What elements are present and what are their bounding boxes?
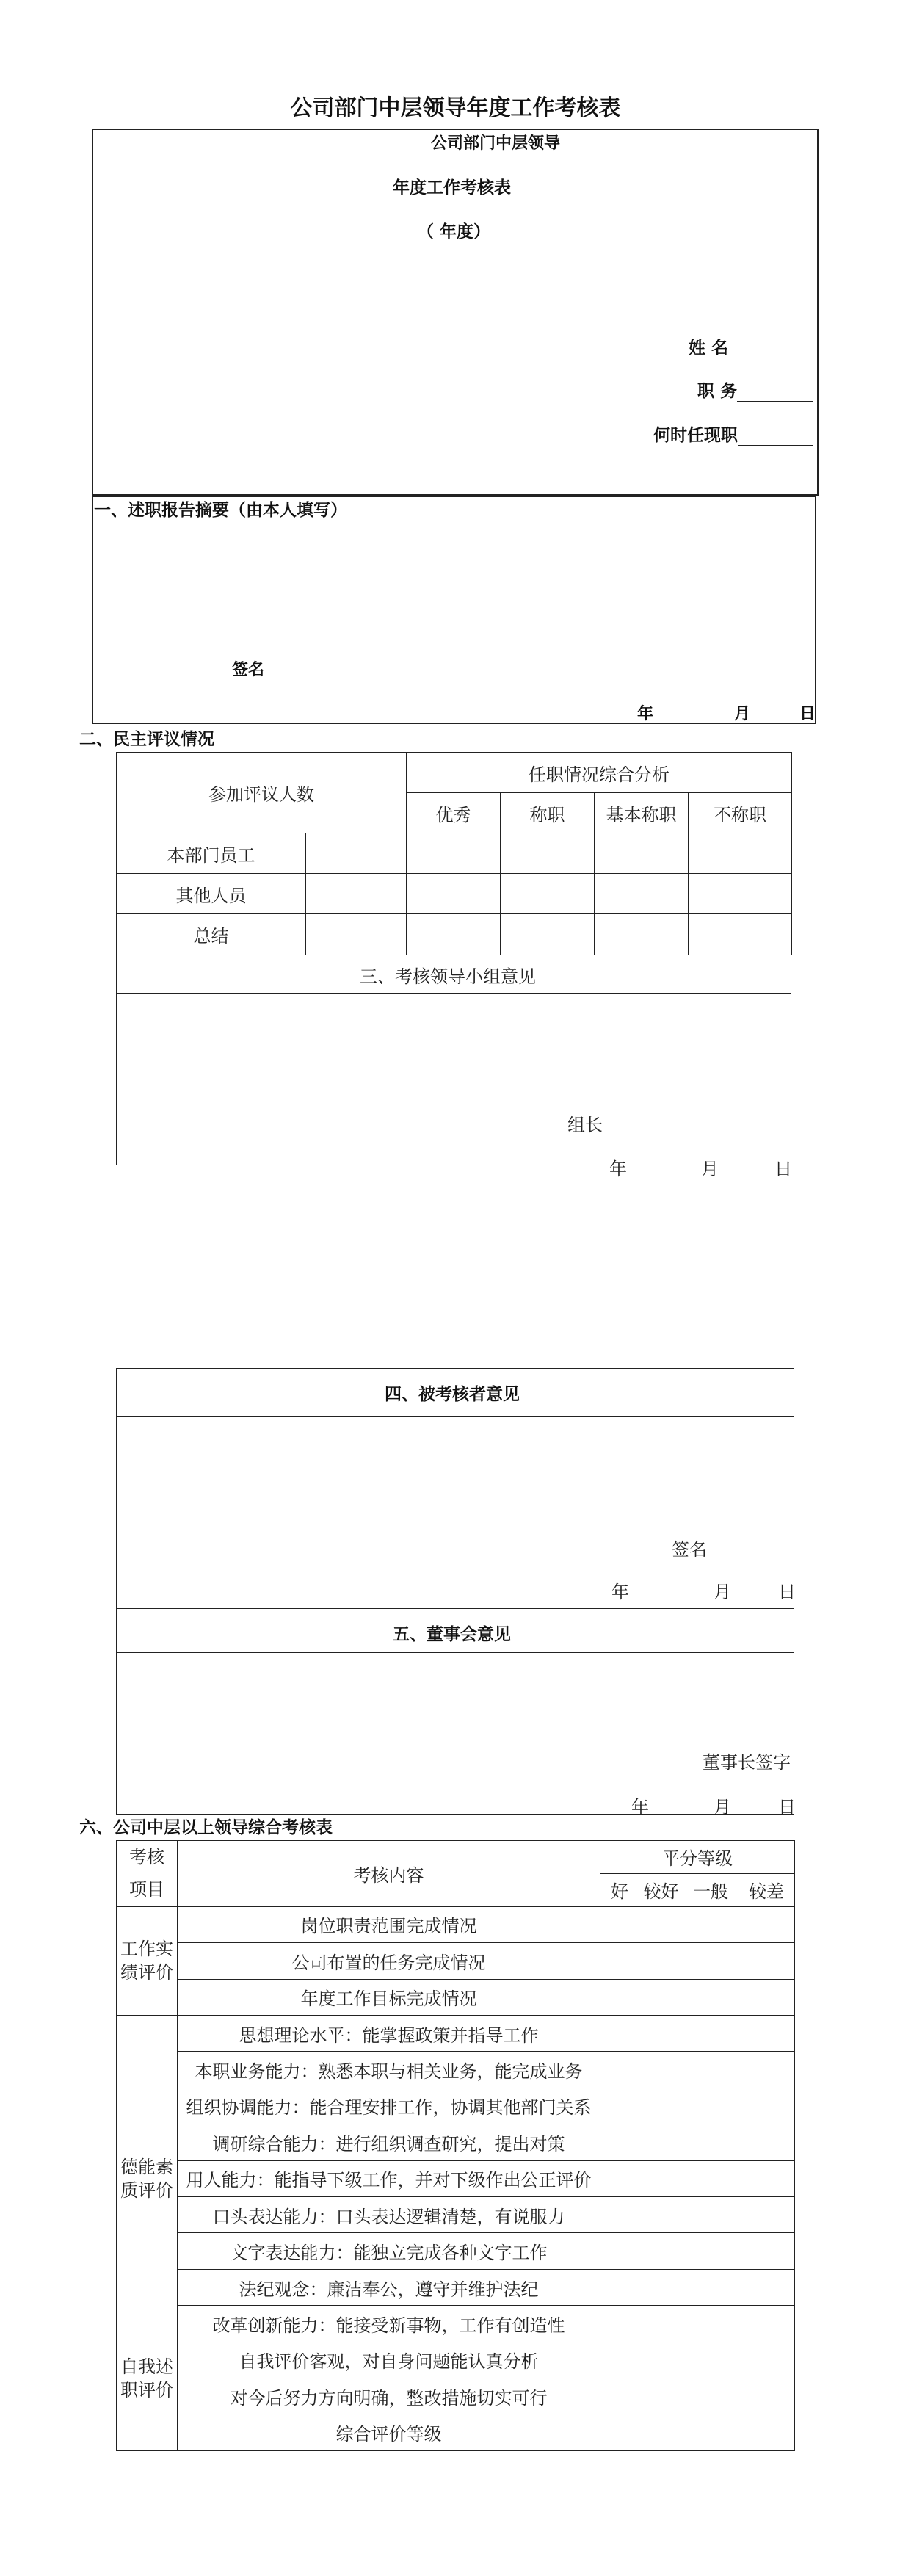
evaluation-table — [116, 752, 792, 955]
empty-cell — [117, 2414, 178, 2451]
score-cell[interactable] — [738, 1979, 795, 2015]
grade-header: 平分等级 — [600, 1841, 795, 1874]
section3-year: 年 — [609, 1159, 627, 1179]
section4-heading: 四、被考核者意见 — [385, 1384, 520, 1404]
cover-header: 公司部门中层领导 — [327, 131, 560, 153]
score-cell[interactable] — [600, 1906, 639, 1942]
score-cell[interactable] — [738, 2088, 795, 2124]
score-cell[interactable] — [683, 1906, 738, 1942]
input-cell[interactable] — [595, 914, 689, 955]
score-cell[interactable] — [600, 2052, 639, 2088]
section5-month: 月 — [714, 1797, 731, 1817]
score-cell[interactable] — [738, 1906, 795, 1942]
input-cell[interactable] — [306, 914, 407, 955]
input-cell[interactable] — [595, 874, 689, 914]
section3-day: 日 — [774, 1159, 792, 1179]
group-work-performance: 工作实绩评价 — [117, 1906, 178, 2015]
assessment-item: 年度工作目标完成情况 — [178, 1979, 600, 2015]
group-moral-ability: 德能素质评价 — [117, 2015, 178, 2342]
position-field: 职 务 — [697, 377, 813, 402]
grade-fairly-good: 较好 — [639, 1873, 683, 1906]
cover-year: （ 年度） — [417, 222, 491, 242]
score-cell[interactable] — [683, 2088, 738, 2124]
grade-basic: 基本称职 — [595, 793, 689, 833]
summary-box — [92, 496, 816, 724]
score-cell[interactable] — [639, 2124, 683, 2160]
grade-excellent: 优秀 — [407, 793, 501, 833]
participants-header: 参加评议人数 — [117, 753, 407, 833]
doc-title: 公司部门中层领导年度工作考核表 — [290, 95, 621, 121]
section3-leader: 组长 — [567, 1115, 603, 1135]
score-cell[interactable] — [738, 2015, 795, 2051]
section1-day: 日 — [799, 704, 816, 723]
input-cell[interactable] — [407, 874, 501, 914]
section1-year: 年 — [637, 704, 654, 723]
score-cell[interactable] — [600, 2088, 639, 2124]
input-cell[interactable] — [689, 874, 792, 914]
input-cell[interactable] — [407, 914, 501, 955]
section1-month: 月 — [734, 704, 751, 723]
score-cell[interactable] — [738, 2197, 795, 2233]
assessment-item: 自我评价客观，对自身问题能认真分析 — [178, 2342, 600, 2378]
row-label: 本部门员工 — [117, 833, 306, 874]
group-self-report: 自我述职评价 — [117, 2342, 178, 2414]
score-cell[interactable] — [600, 2342, 639, 2378]
section4-divider — [116, 1416, 794, 1417]
score-cell[interactable] — [738, 2160, 795, 2196]
score-cell[interactable] — [738, 2342, 795, 2378]
score-cell[interactable] — [738, 2052, 795, 2088]
input-cell[interactable] — [689, 833, 792, 874]
score-cell[interactable] — [683, 2233, 738, 2269]
cover-title: 年度工作考核表 — [393, 178, 511, 198]
input-cell[interactable] — [689, 914, 792, 955]
score-cell[interactable] — [738, 2306, 795, 2342]
input-cell[interactable] — [501, 874, 595, 914]
section1-sign: 签名 — [232, 660, 265, 679]
analysis-header: 任职情况综合分析 — [407, 753, 792, 793]
section5-heading: 五、董事会意见 — [393, 1624, 511, 1644]
assessment-item: 法纪观念：廉洁奉公，遵守并维护法纪 — [178, 2269, 600, 2305]
section2-heading: 二、民主评议情况 — [79, 729, 214, 749]
assessment-item: 文字表达能力：能独立完成各种文字工作 — [178, 2233, 600, 2269]
score-cell[interactable] — [683, 2197, 738, 2233]
grade-poor: 较差 — [738, 1873, 795, 1906]
score-cell[interactable] — [738, 2233, 795, 2269]
score-cell[interactable] — [639, 2414, 683, 2451]
score-cell[interactable] — [600, 2197, 639, 2233]
score-cell[interactable] — [683, 2160, 738, 2196]
section4-month: 月 — [714, 1582, 731, 1602]
score-cell[interactable] — [738, 2124, 795, 2160]
score-cell[interactable] — [600, 2160, 639, 2196]
score-cell[interactable] — [600, 2378, 639, 2414]
assessment-item: 岗位职责范围完成情况 — [178, 1906, 600, 1942]
input-cell[interactable] — [501, 833, 595, 874]
section3-heading: 三、考核领导小组意见 — [360, 966, 536, 987]
grade-incompetent: 不称职 — [689, 793, 792, 833]
score-cell[interactable] — [639, 2306, 683, 2342]
assessment-item: 改革创新能力：能接受新事物，工作有创造性 — [178, 2306, 600, 2342]
tenure-input[interactable] — [738, 445, 813, 446]
score-cell[interactable] — [639, 1906, 683, 1942]
assessment-item: 对今后努力方向明确，整改措施切实可行 — [178, 2378, 600, 2414]
score-cell[interactable] — [639, 2269, 683, 2305]
content-header: 考核内容 — [178, 1841, 600, 1907]
grade-good: 好 — [600, 1873, 639, 1906]
score-cell[interactable] — [639, 2052, 683, 2088]
section4-year: 年 — [611, 1582, 629, 1602]
score-cell[interactable] — [738, 2414, 795, 2451]
score-cell[interactable] — [683, 2342, 738, 2378]
section3-date-clip — [116, 1146, 792, 1179]
score-cell[interactable] — [639, 2160, 683, 2196]
input-cell[interactable] — [595, 833, 689, 874]
score-cell[interactable] — [738, 2378, 795, 2414]
assessment-item: 思想理论水平：能掌握政策并指导工作 — [178, 2015, 600, 2051]
score-cell[interactable] — [639, 2015, 683, 2051]
input-cell[interactable] — [501, 914, 595, 955]
score-cell[interactable] — [683, 2124, 738, 2160]
score-cell[interactable] — [600, 2124, 639, 2160]
grade-average: 一般 — [683, 1873, 738, 1906]
score-cell[interactable] — [639, 2342, 683, 2378]
score-cell[interactable] — [683, 2269, 738, 2305]
input-cell[interactable] — [306, 833, 407, 874]
score-cell[interactable] — [639, 2378, 683, 2414]
score-cell[interactable] — [683, 2052, 738, 2088]
name-field: 姓 名 — [689, 334, 813, 358]
assessment-item: 组织协调能力：能合理安排工作，协调其他部门关系 — [178, 2088, 600, 2124]
grade-competent: 称职 — [501, 793, 595, 833]
section3-month: 月 — [701, 1159, 719, 1179]
score-cell[interactable] — [683, 2306, 738, 2342]
assessment-item: 本职业务能力：熟悉本职与相关业务，能完成业务 — [178, 2052, 600, 2088]
input-cell[interactable] — [306, 874, 407, 914]
score-cell[interactable] — [639, 2197, 683, 2233]
score-cell[interactable] — [683, 2015, 738, 2051]
score-cell[interactable] — [639, 1943, 683, 1979]
score-cell[interactable] — [738, 2269, 795, 2305]
score-cell[interactable] — [639, 2088, 683, 2124]
section4-sign: 签名 — [672, 1539, 707, 1560]
input-cell[interactable] — [407, 833, 501, 874]
score-cell[interactable] — [600, 2233, 639, 2269]
score-cell[interactable] — [600, 2269, 639, 2305]
section5-year: 年 — [631, 1797, 649, 1817]
assessment-item: 调研综合能力：进行组织调查研究，提出对策 — [178, 2124, 600, 2160]
item-header: 考核 项目 — [117, 1841, 178, 1907]
summary-label: 综合评价等级 — [178, 2414, 600, 2451]
score-cell[interactable] — [683, 1979, 738, 2015]
score-cell[interactable] — [600, 1943, 639, 1979]
section6-heading: 六、公司中层以上领导综合考核表 — [79, 1817, 333, 1837]
score-cell[interactable] — [639, 2233, 683, 2269]
row-label: 其他人员 — [117, 874, 306, 914]
score-cell[interactable] — [683, 2414, 738, 2451]
section5-day: 日 — [778, 1797, 796, 1817]
tenure-field: 何时任现职 — [653, 422, 813, 446]
section5-sign: 董事长签字 — [703, 1752, 791, 1773]
section3-divider — [116, 993, 791, 994]
section4-day: 日 — [778, 1582, 796, 1602]
position-input[interactable] — [737, 401, 813, 402]
score-cell[interactable] — [600, 2414, 639, 2451]
score-cell[interactable] — [600, 1979, 639, 2015]
score-cell[interactable] — [600, 2306, 639, 2342]
section5-divider — [116, 1652, 794, 1653]
score-cell[interactable] — [600, 2015, 639, 2051]
assessment-item: 公司布置的任务完成情况 — [178, 1943, 600, 1979]
score-cell[interactable] — [738, 1943, 795, 1979]
section1-heading: 一、述职报告摘要（由本人填写） — [94, 500, 347, 520]
assessment-table — [116, 1840, 795, 2451]
assessment-item: 口头表达能力：口头表达逻辑清楚，有说服力 — [178, 2197, 600, 2233]
assessment-item: 用人能力：能指导下级工作，并对下级作出公正评价 — [178, 2160, 600, 2196]
row-label: 总结 — [117, 914, 306, 955]
score-cell[interactable] — [683, 2378, 738, 2414]
score-cell[interactable] — [683, 1943, 738, 1979]
score-cell[interactable] — [639, 1979, 683, 2015]
